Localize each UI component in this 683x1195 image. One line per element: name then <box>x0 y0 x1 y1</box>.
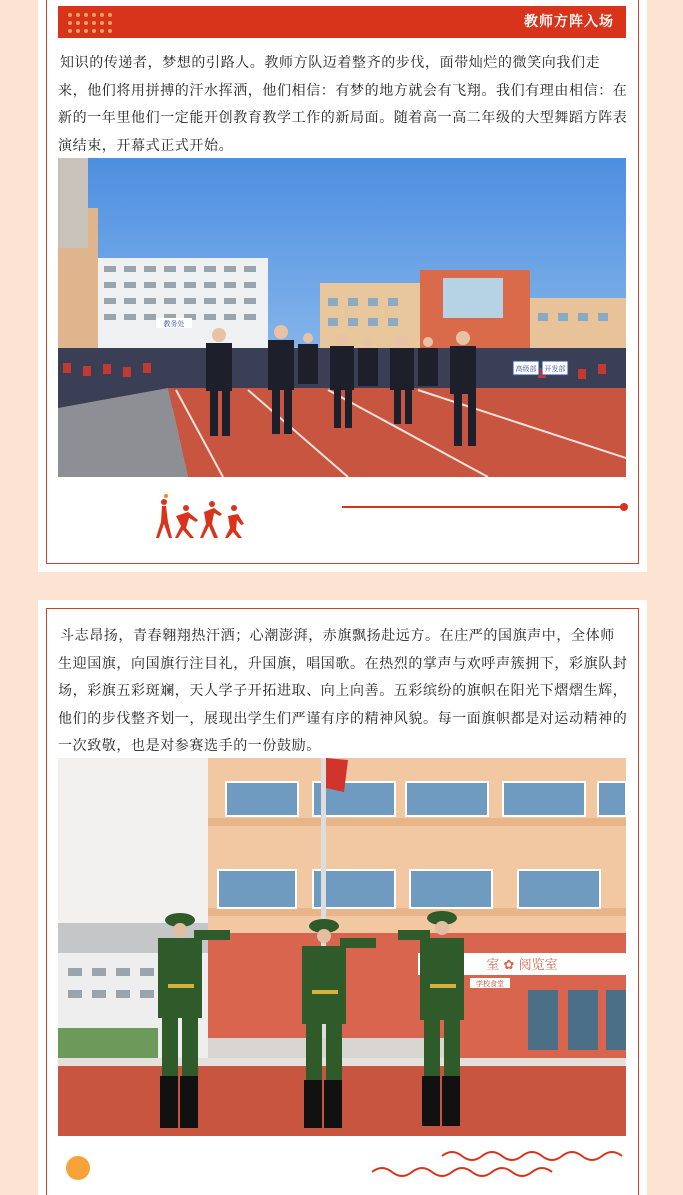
section-title: 教师方阵入场 <box>524 14 614 30</box>
athletes-silhouette-icon <box>156 494 246 544</box>
teachers-parade-photo <box>58 158 626 477</box>
flag-raising-photo <box>58 758 626 1136</box>
section-paragraph: 知识的传递者，梦想的引路人。教师方队迈着整齐的步伐，面带灿烂的微笑向我们走来，他们将用拼搏的汗水挥洒，他们相信：有梦的地方就会有飞翔。我们有理由相信：在新的一年里他们一定能开创教育教学工作的新局面。随着高一高二年级的大型舞蹈方阵表演结束，开幕式正式开始。 <box>58 55 628 154</box>
sign-text: 开发部 <box>544 365 566 373</box>
section-title-bar <box>58 6 626 38</box>
building-sign: 室 ✿ 阅览室 <box>486 958 558 973</box>
dot-grid-icon <box>68 13 112 33</box>
wave-lines-icon <box>372 1146 624 1186</box>
door-sign: 学校食堂 <box>476 980 504 988</box>
banner-text: 教务处 <box>163 320 185 328</box>
divider-line <box>342 506 622 508</box>
divider-dot <box>620 503 628 511</box>
orange-circle-icon <box>66 1156 90 1180</box>
sign-text: 高级部 <box>515 365 537 373</box>
section-paragraph: 斗志昂扬，青春翱翔热汗洒；心潮澎湃，赤旗飘扬赴远方。在庄严的国旗声中，全体师生迎国旗，向国旗行注目礼，升国旗，唱国歌。在热烈的掌声与欢呼声簇拥下，彩旗队封场，彩旗五彩斑斓，天人学子开拓进取、向上向善。五彩缤纷的旗帜在阳光下熠熠生辉，他们的步伐整齐划一，展现出学生们严谨有序的精神风貌。每一面旗帜都是对运动精神的一次致敬，也是对参赛选手的一份鼓励。 <box>58 628 628 754</box>
